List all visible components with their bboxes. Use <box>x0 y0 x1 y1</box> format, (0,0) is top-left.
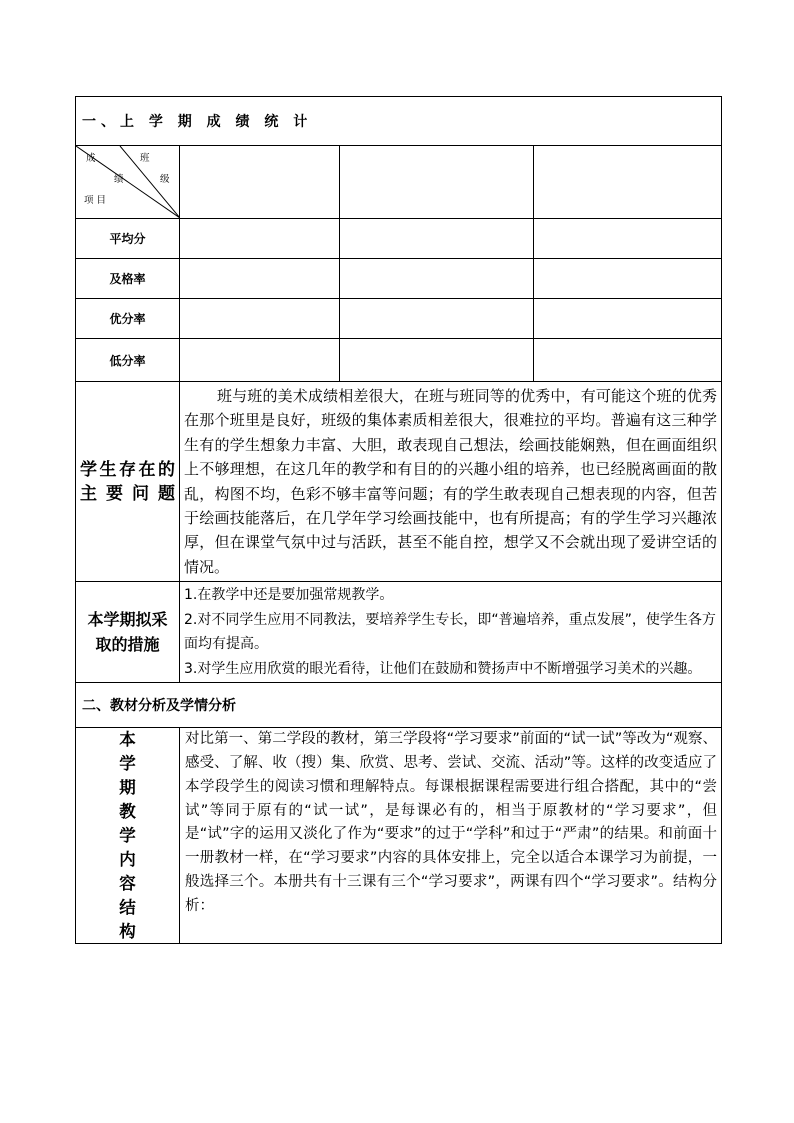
diag-label-cheng: 成 <box>86 153 96 164</box>
stats-row <box>76 299 722 339</box>
stats-header-row <box>76 146 722 219</box>
measure-item: 3.对学生应用欣赏的眼光看待，让他们在鼓励和赞扬声中不断增强学习美术的兴趣。 <box>184 660 702 677</box>
content-structure-text: 对比第一、第二学段的教材，第三学段将“学习要求”前面的“试一试”等改为“观察、感受、了解、收（搜）集、欣赏、思考、尝试、交流、活动”等。这样的改变适应了本学段学生的阅读习惯和理解特点。每课根据课程需要进行组合搭配，其中的“尝试”等同于原有的“试一试”，是每课必有的，相当于原教材的“学习要求”，但是“试”字的运用又淡化了作为“要求”的过于“学科”和过于“严肃”的结果。和前面十一册教材一样，在“学习要求”内容的具体安排上，完全以适合本课学习为前提，一般选择三个。本册共有十三课有三个“学习要求”，两课有四个“学习要求”。结构分析： <box>180 728 722 944</box>
stats-cell <box>180 299 340 339</box>
problems-text-cell <box>180 382 722 582</box>
diag-label-xiangmu: 项 目 <box>84 195 107 206</box>
stats-cell <box>534 299 722 339</box>
stats-cell <box>180 259 340 299</box>
document-page <box>75 96 721 944</box>
stats-row <box>76 339 722 382</box>
problems-row <box>76 382 722 582</box>
diag-label-ji: 绩 <box>114 174 124 185</box>
diag-label-ban: 班 <box>140 153 150 164</box>
content-structure-row <box>76 728 722 944</box>
measures-row <box>76 582 722 683</box>
content-structure-label: 本学期教学内容结构 <box>119 730 136 941</box>
diagonal-header-cell <box>76 146 180 219</box>
row-label-average: 平均分 <box>76 219 180 259</box>
row-label-pass-rate: 及格率 <box>76 259 180 299</box>
problems-label: 学生存在的主要问题 <box>76 382 180 582</box>
stats-cell <box>534 339 722 382</box>
row-label-excellent-rate: 优分率 <box>76 299 180 339</box>
measure-item: 2.对不同学生应用不同教法，要培养学生专长，即“普遍培养，重点发展”，使学生各方面均有提高。 <box>184 611 716 653</box>
section2-title: 二、教材分析及学情分析 <box>76 683 722 728</box>
stats-cell <box>340 339 534 382</box>
class-cell-2 <box>340 146 534 219</box>
stats-cell <box>340 219 534 259</box>
class-cell-3 <box>534 146 722 219</box>
row-label-low-rate: 低分率 <box>76 339 180 382</box>
section1-title: 一、上 学 期 成 绩 统 计 <box>76 97 722 146</box>
content-structure-label-cell <box>76 728 180 944</box>
stats-cell <box>340 299 534 339</box>
measures-list <box>180 582 722 683</box>
stats-row <box>76 219 722 259</box>
class-cell-1 <box>180 146 340 219</box>
problems-text: 班与班的美术成绩相差很大，在班与班同等的优秀中，有可能这个班的优秀在那个班里是良好，班级的集体素质相差很大，很难拉的平均。普遍有这三种学生有的学生想象力丰富、大胆，敢表现自己想法，绘画技能娴熟，但在画面组织上不够理想，在这几年的教学和有目的的兴趣小组的培养，也已经脱离画面的散乱，构图不均，色彩不够丰富等问题；有的学生敢表现自己想表现的内容，但苦于绘画技能落后，在几学年学习绘画技能中，也有所提高；有的学生学习兴趣浓厚，但在课堂气氛中过与活跃，甚至不能自控，想学又不会就出现了爱讲空话的情况。 <box>184 387 717 576</box>
stats-cell <box>534 219 722 259</box>
plan-table <box>75 96 722 944</box>
measure-item: 1.在教学中还是要加强常规教学。 <box>184 587 394 604</box>
diag-label-ji2: 级 <box>160 174 170 185</box>
section2-title-row <box>76 683 722 728</box>
stats-cell <box>340 259 534 299</box>
measures-label: 本学期拟采取的措施 <box>76 582 180 683</box>
stats-cell <box>180 219 340 259</box>
stats-row <box>76 259 722 299</box>
stats-cell <box>180 339 340 382</box>
stats-cell <box>534 259 722 299</box>
section1-title-row <box>76 97 722 146</box>
